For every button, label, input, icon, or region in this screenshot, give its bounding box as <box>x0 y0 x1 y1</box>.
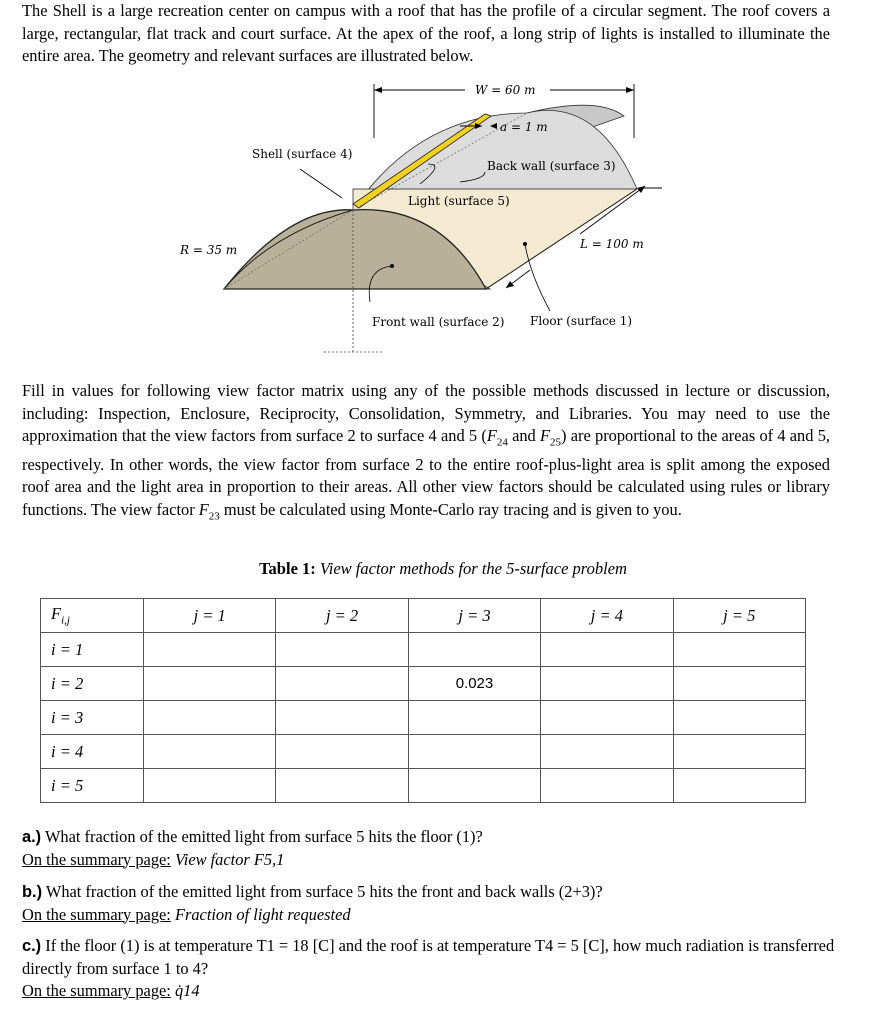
table-cell <box>276 735 408 769</box>
front-wall-label: Front wall (surface 2) <box>372 315 505 329</box>
table-cell <box>144 735 276 769</box>
table-cell <box>541 667 673 701</box>
instructions-paragraph: Fill in values for following view factor matrix using any of the possible methods discussed in lecture or discussion, including: Inspection, Enclosure, Reciprocity, Consolidation, Symmetry, and Libraries. You may need to use the approximation that the view factors from surface 2 to surface 4 and 5 ($F_{24}$ and $F_{25}$) are proportional to the areas of 4 and 5, respectively. In other words, the view factor from surface 2 to the entire roof-plus-light area is split among the exposed roof area and the light area in proportion to their areas. All other view factors should be calculated using rules or library functions. The view factor $F_{23}$ must be calculated using Monte-Carlo ray tracing and is given to you. <box>22 381 830 523</box>
table-cell <box>673 735 805 769</box>
table-cell <box>276 769 408 803</box>
shell-leader <box>300 169 342 198</box>
width-arrow-left <box>374 87 382 93</box>
column-header-j5: j = 5 <box>673 599 805 633</box>
column-header-j3: j = 3 <box>408 599 540 633</box>
table-cell <box>276 667 408 701</box>
question-b-label: b.) <box>22 883 43 901</box>
table-cell <box>673 667 805 701</box>
table-cell <box>673 769 805 803</box>
table-corner-cell: $F_{i,j}$ <box>41 599 144 633</box>
question-c-summary-prefix: On the summary page: <box>22 981 171 1000</box>
table-row <box>41 701 806 735</box>
question-c-text: If the floor (1) is at temperature T1 = 18 [C] and the roof is at temperature T4 = 5 [C], how much radiation is transferred directly from surface 1 to 4? <box>22 936 835 978</box>
front-wall-leader-dot <box>390 264 394 268</box>
light-label: Light (surface 5) <box>408 194 510 208</box>
question-c <box>22 935 842 1003</box>
table-caption-label: Table 1: <box>259 559 316 578</box>
row-header-i3: i = 3 <box>41 701 144 735</box>
length-arrow-lower <box>506 281 514 288</box>
intro-paragraph: The Shell is a large recreation center on campus with a roof that has the profile of a circular segment. The roof covers a large, rectangular, flat track and court surface. At the apex of the roof, a long strip of lights is installed to illuminate the entire area. The geometry and relevant surfaces are illustrated below. <box>22 1 830 65</box>
table-cell <box>673 633 805 667</box>
view-factor-table <box>40 598 806 803</box>
table-cell <box>541 735 673 769</box>
table-cell <box>673 701 805 735</box>
question-a-label: a.) <box>22 828 42 846</box>
table-cell <box>144 633 276 667</box>
table-row <box>41 769 806 803</box>
question-b-text: What fraction of the emitted light from surface 5 hits the front and back walls (2+3)? <box>45 882 603 901</box>
question-b-summary-prefix: On the summary page: <box>22 904 171 924</box>
floor-label: Floor (surface 1) <box>530 314 633 328</box>
shell-label: Shell (surface 4) <box>252 147 353 161</box>
a-label: a = 1 m <box>500 120 548 134</box>
table-cell <box>408 769 540 803</box>
floor-leader-dot <box>523 242 527 246</box>
table-cell <box>541 633 673 667</box>
column-header-j1: j = 1 <box>144 599 276 633</box>
table-cell <box>144 667 276 701</box>
table-cell <box>408 701 540 735</box>
table-header-row <box>41 599 806 633</box>
question-b-summary-answer: Fraction of light requested <box>174 904 351 924</box>
shell-geometry-figure <box>160 74 700 370</box>
question-a-summary-prefix: On the summary page: <box>22 849 171 869</box>
question-a-summary-answer: View factor F5,1 <box>174 849 285 869</box>
length-label: L = 100 m <box>580 237 644 251</box>
question-a <box>22 826 842 871</box>
table-cell <box>144 769 276 803</box>
table-row <box>41 667 806 701</box>
table-row <box>41 633 806 667</box>
width-arrow-right <box>626 87 634 93</box>
table-cell <box>408 735 540 769</box>
radius-label: R = 35 m <box>180 243 238 257</box>
table-cell <box>541 701 673 735</box>
table-cell <box>541 769 673 803</box>
table-caption-title: View factor methods for the 5-surface problem <box>319 559 627 578</box>
row-header-i1: i = 1 <box>41 633 144 667</box>
question-b <box>22 881 842 926</box>
table-cell-f23: 0.023 <box>408 667 540 701</box>
row-header-i2: i = 2 <box>41 667 144 701</box>
table-cell <box>408 633 540 667</box>
column-header-j4: j = 4 <box>541 599 673 633</box>
row-header-i4: i = 4 <box>41 735 144 769</box>
row-header-i5: i = 5 <box>41 769 144 803</box>
question-c-label: c.) <box>22 937 42 955</box>
length-arrow-upper <box>637 186 645 193</box>
table-cell <box>276 701 408 735</box>
width-label: W = 60 m <box>475 83 536 97</box>
question-c-summary-answer: q̇14 <box>174 981 200 1000</box>
table-row <box>41 735 806 769</box>
back-wall-label: Back wall (surface 3) <box>487 159 616 173</box>
table-cell <box>276 633 408 667</box>
table-cell <box>144 701 276 735</box>
table-caption <box>0 559 886 579</box>
question-a-text: What fraction of the emitted light from surface 5 hits the floor (1)? <box>44 827 483 846</box>
column-header-j2: j = 2 <box>276 599 408 633</box>
